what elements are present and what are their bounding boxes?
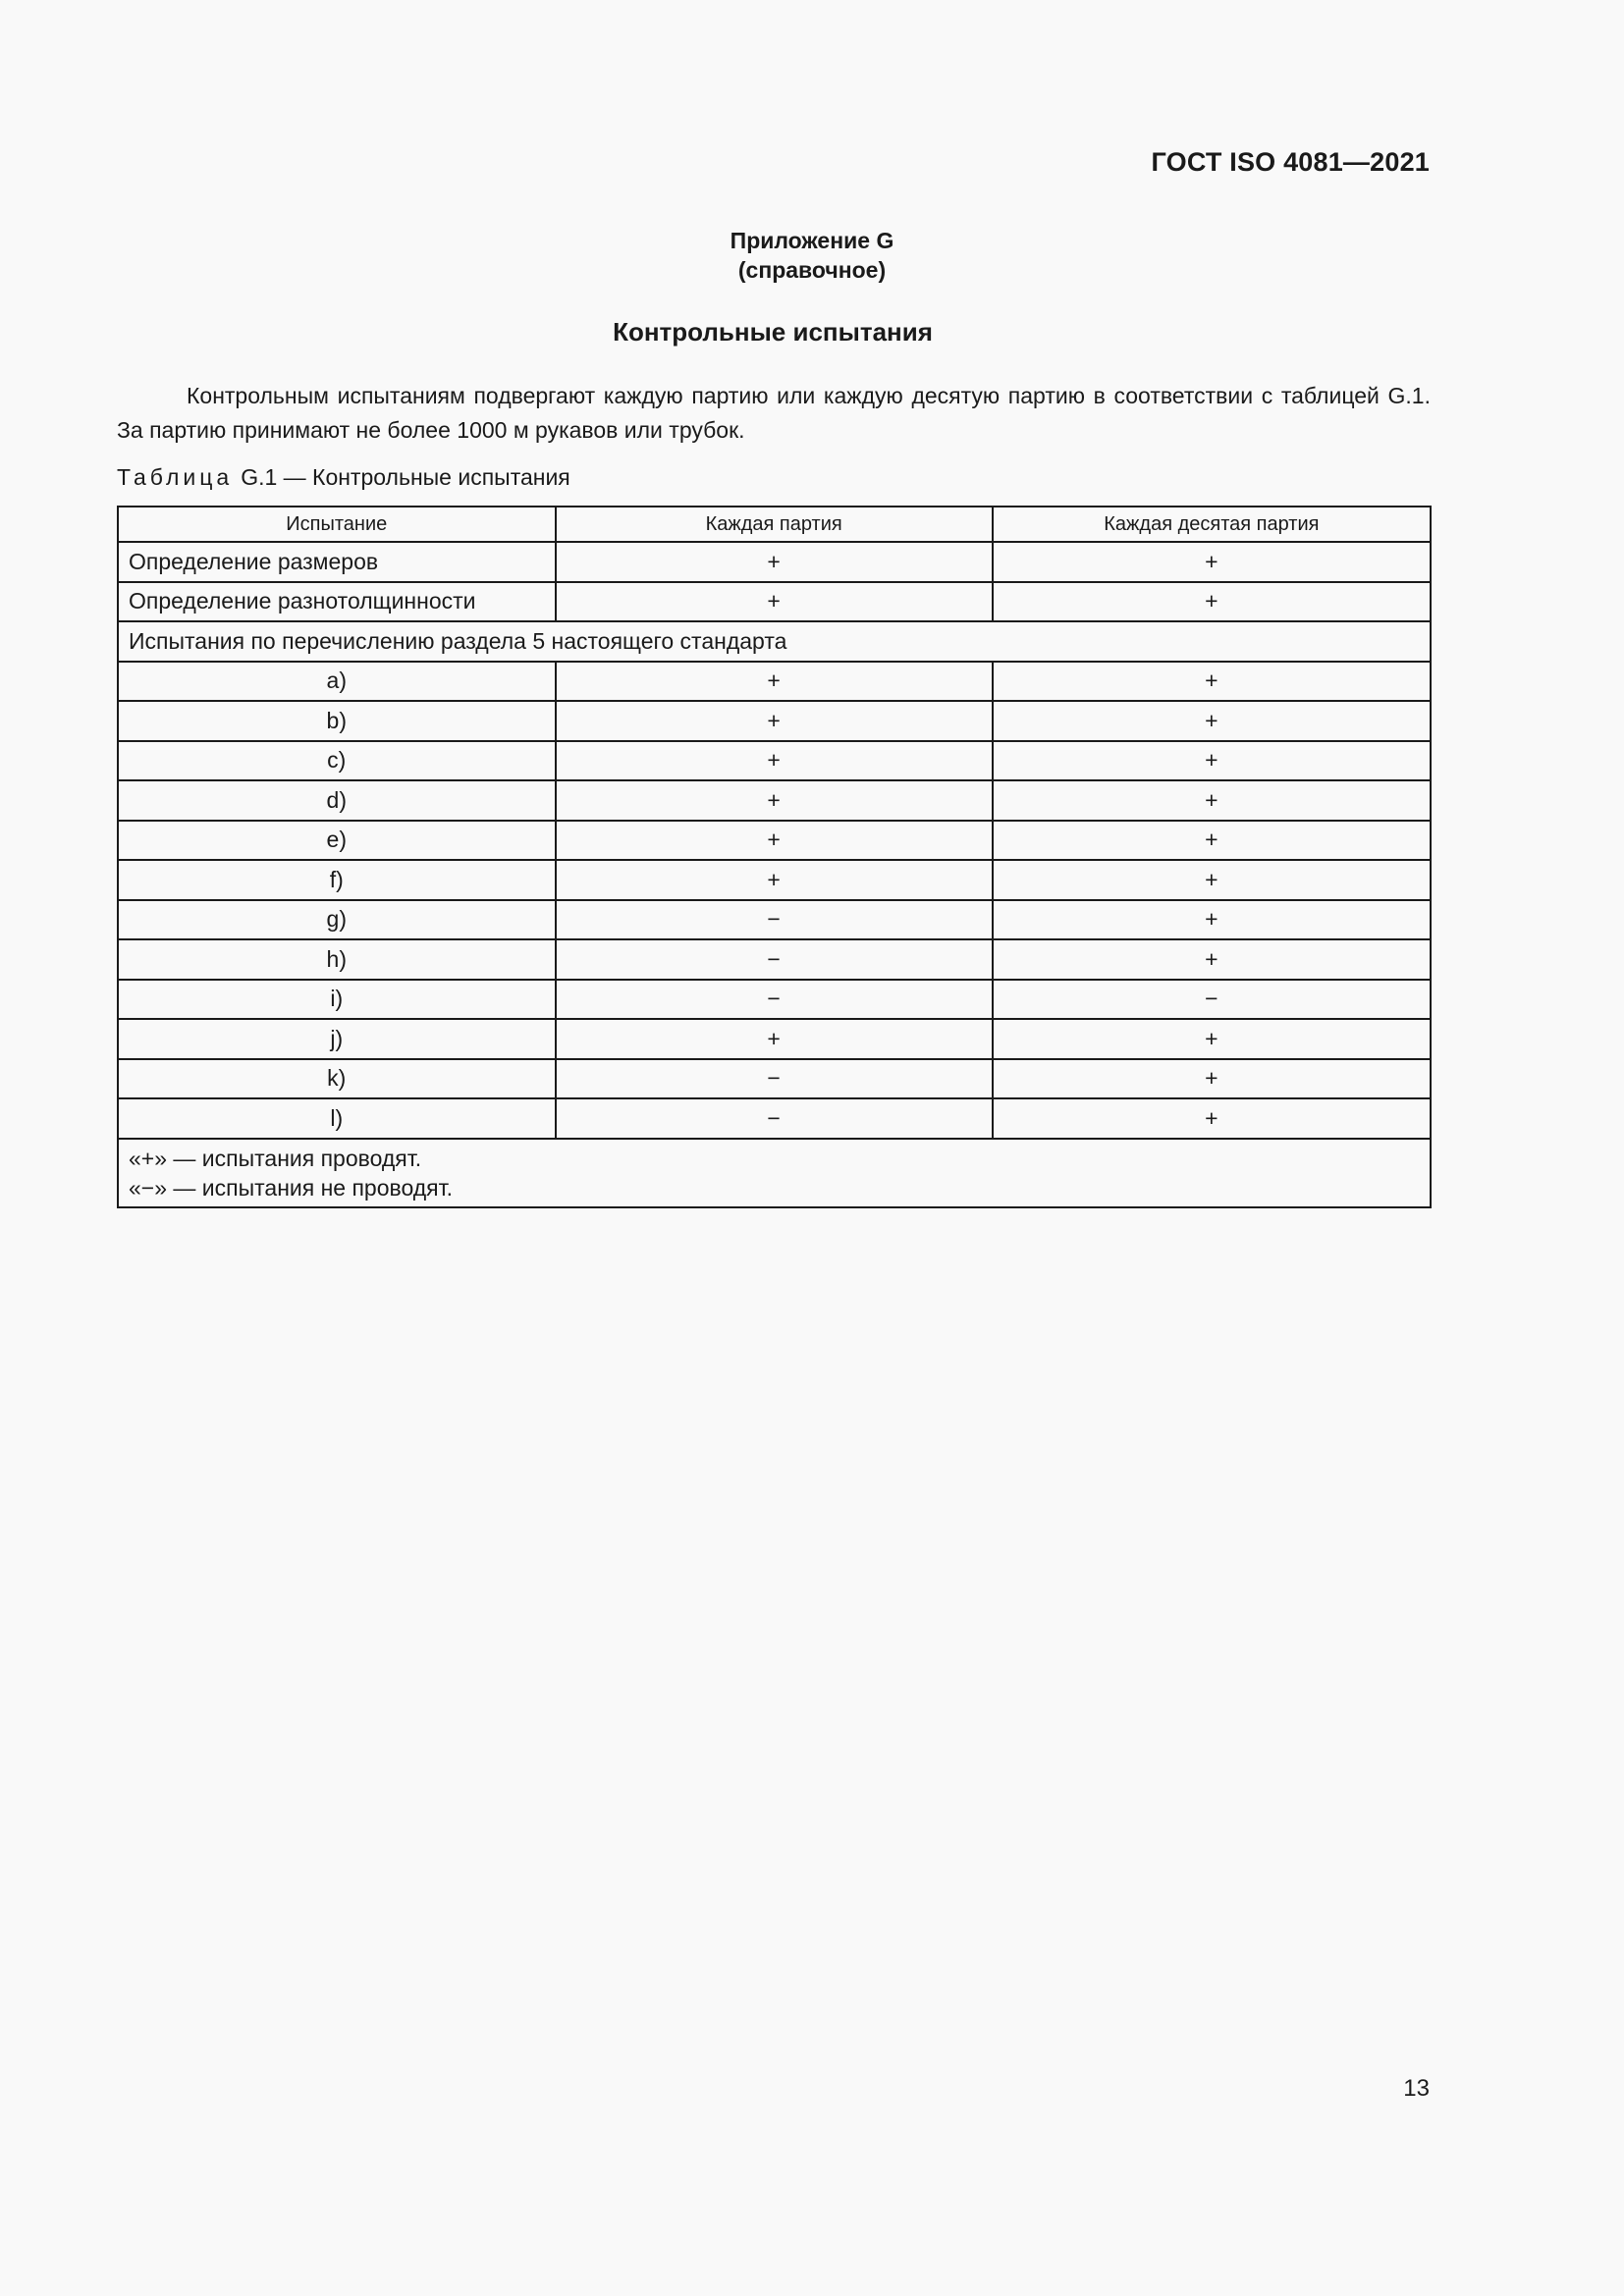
each-batch-mark: − — [556, 1059, 993, 1099]
tenth-batch-mark: + — [993, 582, 1431, 622]
table-row — [118, 1019, 1431, 1059]
each-batch-mark: − — [556, 900, 993, 940]
each-batch-mark: − — [556, 1098, 993, 1139]
each-batch-mark: + — [556, 542, 993, 582]
test-name: Определение размеров — [118, 542, 556, 582]
appendix-subtitle: (справочное) — [737, 257, 887, 283]
table-legend — [118, 1139, 1431, 1207]
table-caption — [117, 464, 570, 491]
table-header-row — [118, 507, 1431, 542]
each-batch-mark: + — [556, 1019, 993, 1059]
legend-minus: «−» — испытания не проводят. — [129, 1174, 454, 1201]
header-each-batch: Каждая партия — [556, 507, 993, 542]
control-tests-table — [117, 506, 1432, 1208]
tenth-batch-mark: + — [993, 662, 1431, 702]
tenth-batch-mark: + — [993, 939, 1431, 980]
table-row — [118, 542, 1431, 582]
each-batch-mark: + — [556, 662, 993, 702]
tenth-batch-mark: + — [993, 1059, 1431, 1099]
test-item: k) — [118, 1059, 556, 1099]
group-row — [118, 621, 1431, 662]
test-item: f) — [118, 860, 556, 900]
tenth-batch-mark: − — [993, 980, 1431, 1020]
tenth-batch-mark: + — [993, 1019, 1431, 1059]
each-batch-mark: + — [556, 821, 993, 861]
each-batch-mark: + — [556, 860, 993, 900]
each-batch-mark: + — [556, 701, 993, 741]
table-row — [118, 900, 1431, 940]
tenth-batch-mark: + — [993, 1098, 1431, 1139]
each-batch-mark: + — [556, 582, 993, 622]
table-row — [118, 741, 1431, 781]
table-row — [118, 1098, 1431, 1139]
tenth-batch-mark: + — [993, 741, 1431, 781]
test-item: j) — [118, 1019, 556, 1059]
table-row — [118, 980, 1431, 1020]
test-item: d) — [118, 780, 556, 821]
tenth-batch-mark: + — [993, 780, 1431, 821]
table-row — [118, 821, 1431, 861]
test-item: h) — [118, 939, 556, 980]
tenth-batch-mark: + — [993, 542, 1431, 582]
each-batch-mark: + — [556, 741, 993, 781]
table-row — [118, 701, 1431, 741]
test-item: i) — [118, 980, 556, 1020]
each-batch-mark: − — [556, 939, 993, 980]
appendix-heading — [0, 226, 1624, 285]
group-label: Испытания по перечислению раздела 5 настоящего стандарта — [118, 621, 1431, 662]
header-test: Испытание — [118, 507, 556, 542]
tenth-batch-mark: + — [993, 860, 1431, 900]
each-batch-mark: + — [556, 780, 993, 821]
tenth-batch-mark: + — [993, 821, 1431, 861]
legend-plus: «+» — испытания проводят. — [129, 1145, 422, 1171]
each-batch-mark: − — [556, 980, 993, 1020]
header-tenth-batch: Каждая десятая партия — [993, 507, 1431, 542]
table-row — [118, 939, 1431, 980]
document-code: ГОСТ ISO 4081—2021 — [1151, 147, 1430, 177]
test-name: Определение разнотолщинности — [118, 582, 556, 622]
tenth-batch-mark: + — [993, 701, 1431, 741]
table-caption-prefix: Таблица — [117, 464, 234, 490]
test-item: c) — [118, 741, 556, 781]
test-item: b) — [118, 701, 556, 741]
tenth-batch-mark: + — [993, 900, 1431, 940]
page-number: 13 — [1403, 2075, 1430, 2102]
test-item: a) — [118, 662, 556, 702]
legend-row — [118, 1139, 1431, 1207]
appendix-title: Приложение G — [730, 228, 894, 253]
table-row — [118, 780, 1431, 821]
section-title: Контрольные испытания — [613, 317, 933, 347]
test-item: e) — [118, 821, 556, 861]
table-caption-text: G.1 — Контрольные испытания — [241, 464, 570, 490]
table-row — [118, 1059, 1431, 1099]
intro-paragraph: Контрольным испытаниям подвергают каждую партию или каждую десятую партию в соответствии с таблицей G.1. За партию принимают не более 1000 м рукавов или трубок. — [117, 383, 1431, 443]
table-row — [118, 662, 1431, 702]
table-row — [118, 582, 1431, 622]
test-item: g) — [118, 900, 556, 940]
test-item: l) — [118, 1098, 556, 1139]
table-row — [118, 860, 1431, 900]
